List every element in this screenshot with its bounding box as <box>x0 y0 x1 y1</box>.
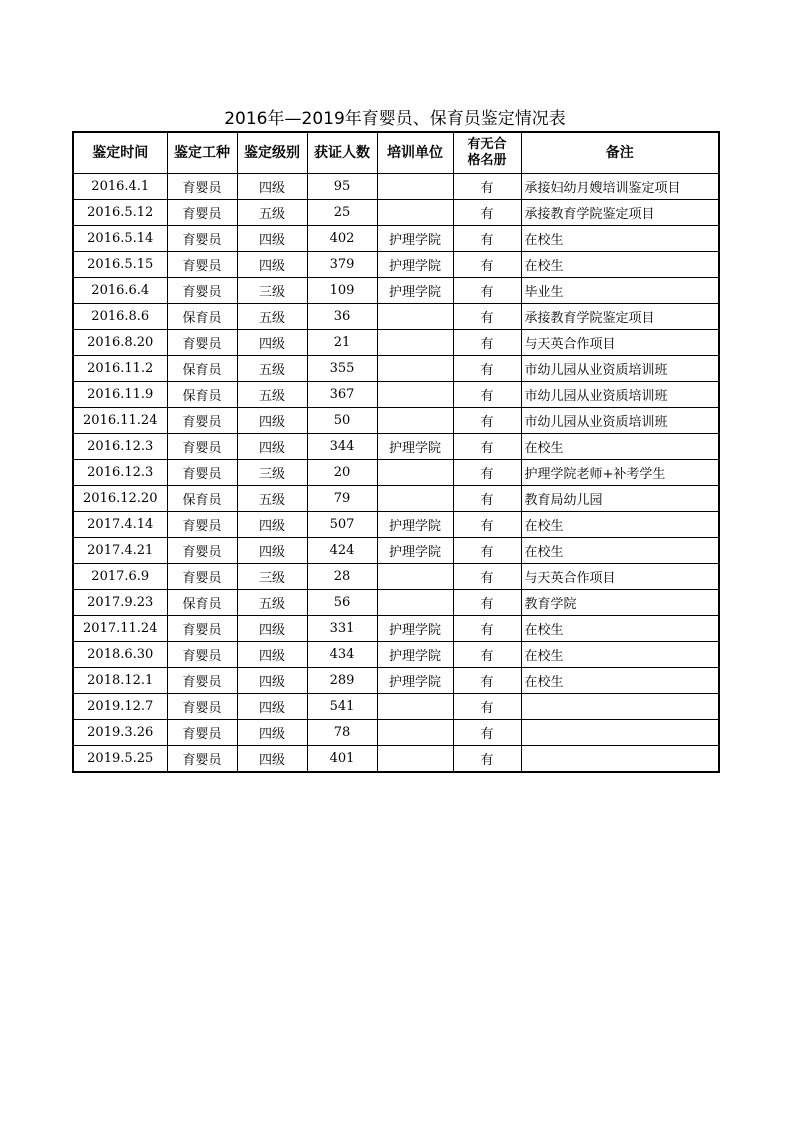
cell-count: 109 <box>307 278 377 304</box>
cell-type: 育婴员 <box>167 668 237 694</box>
cell-type: 育婴员 <box>167 512 237 538</box>
header-count: 获证人数 <box>307 132 377 174</box>
cell-roster: 有 <box>453 642 521 668</box>
cell-roster: 有 <box>453 434 521 460</box>
cell-note: 教育局幼儿园 <box>521 486 719 512</box>
cell-date: 2017.4.21 <box>73 538 167 564</box>
cell-date: 2016.8.6 <box>73 304 167 330</box>
cell-note: 承接教育学院鉴定项目 <box>521 304 719 330</box>
cell-type: 育婴员 <box>167 226 237 252</box>
cell-count: 355 <box>307 356 377 382</box>
cell-unit <box>377 720 453 746</box>
cell-type: 保育员 <box>167 382 237 408</box>
table-row <box>73 512 719 538</box>
cell-note: 与天英合作项目 <box>521 564 719 590</box>
cell-count: 95 <box>307 174 377 200</box>
cell-type: 保育员 <box>167 590 237 616</box>
cell-roster: 有 <box>453 278 521 304</box>
appraisal-table <box>72 131 720 773</box>
table-row <box>73 538 719 564</box>
cell-date: 2018.12.1 <box>73 668 167 694</box>
cell-date: 2016.11.2 <box>73 356 167 382</box>
cell-type: 育婴员 <box>167 538 237 564</box>
cell-date: 2016.6.4 <box>73 278 167 304</box>
cell-type: 育婴员 <box>167 408 237 434</box>
cell-type: 育婴员 <box>167 174 237 200</box>
cell-note <box>521 694 719 720</box>
table-row <box>73 590 719 616</box>
cell-type: 育婴员 <box>167 616 237 642</box>
cell-unit <box>377 304 453 330</box>
cell-level: 五级 <box>237 382 307 408</box>
cell-count: 424 <box>307 538 377 564</box>
table-row <box>73 720 719 746</box>
table-row <box>73 668 719 694</box>
cell-date: 2019.12.7 <box>73 694 167 720</box>
cell-date: 2016.12.3 <box>73 460 167 486</box>
cell-date: 2017.6.9 <box>73 564 167 590</box>
cell-level: 五级 <box>237 200 307 226</box>
cell-roster: 有 <box>453 460 521 486</box>
table-row <box>73 200 719 226</box>
cell-unit <box>377 564 453 590</box>
cell-level: 五级 <box>237 304 307 330</box>
cell-unit: 护理学院 <box>377 278 453 304</box>
cell-count: 50 <box>307 408 377 434</box>
cell-date: 2016.5.15 <box>73 252 167 278</box>
cell-unit <box>377 408 453 434</box>
cell-roster: 有 <box>453 720 521 746</box>
cell-type: 育婴员 <box>167 434 237 460</box>
cell-count: 28 <box>307 564 377 590</box>
cell-level: 五级 <box>237 590 307 616</box>
cell-roster: 有 <box>453 538 521 564</box>
cell-roster: 有 <box>453 330 521 356</box>
cell-roster: 有 <box>453 200 521 226</box>
table-row <box>73 278 719 304</box>
cell-level: 五级 <box>237 486 307 512</box>
header-unit: 培训单位 <box>377 132 453 174</box>
cell-date: 2017.9.23 <box>73 590 167 616</box>
cell-date: 2019.3.26 <box>73 720 167 746</box>
cell-count: 36 <box>307 304 377 330</box>
header-date: 鉴定时间 <box>73 132 167 174</box>
cell-note: 在校生 <box>521 434 719 460</box>
table-row <box>73 304 719 330</box>
cell-level: 四级 <box>237 616 307 642</box>
cell-note: 在校生 <box>521 668 719 694</box>
cell-roster: 有 <box>453 174 521 200</box>
header-roster-line1: 有无合 <box>467 137 507 152</box>
cell-note: 承接教育学院鉴定项目 <box>521 200 719 226</box>
cell-count: 344 <box>307 434 377 460</box>
cell-note: 市幼儿园从业资质培训班 <box>521 356 719 382</box>
cell-count: 379 <box>307 252 377 278</box>
table-row <box>73 486 719 512</box>
cell-note: 与天英合作项目 <box>521 330 719 356</box>
cell-unit <box>377 330 453 356</box>
cell-type: 育婴员 <box>167 200 237 226</box>
cell-unit: 护理学院 <box>377 434 453 460</box>
cell-level: 四级 <box>237 746 307 773</box>
cell-level: 四级 <box>237 174 307 200</box>
cell-note: 在校生 <box>521 226 719 252</box>
cell-date: 2016.5.12 <box>73 200 167 226</box>
cell-type: 保育员 <box>167 356 237 382</box>
cell-type: 育婴员 <box>167 642 237 668</box>
cell-roster: 有 <box>453 746 521 773</box>
header-roster-line2: 格名册 <box>467 153 507 168</box>
cell-note: 护理学院老师+补考学生 <box>521 460 719 486</box>
cell-date: 2016.5.14 <box>73 226 167 252</box>
cell-date: 2016.4.1 <box>73 174 167 200</box>
cell-count: 331 <box>307 616 377 642</box>
cell-level: 四级 <box>237 226 307 252</box>
cell-level: 四级 <box>237 720 307 746</box>
cell-unit: 护理学院 <box>377 226 453 252</box>
table-row <box>73 174 719 200</box>
cell-type: 育婴员 <box>167 694 237 720</box>
cell-level: 四级 <box>237 512 307 538</box>
cell-unit <box>377 356 453 382</box>
cell-roster: 有 <box>453 694 521 720</box>
cell-date: 2016.8.20 <box>73 330 167 356</box>
cell-count: 78 <box>307 720 377 746</box>
cell-level: 四级 <box>237 668 307 694</box>
cell-type: 育婴员 <box>167 720 237 746</box>
cell-unit: 护理学院 <box>377 252 453 278</box>
table-row <box>73 564 719 590</box>
cell-level: 四级 <box>237 694 307 720</box>
cell-level: 三级 <box>237 460 307 486</box>
cell-level: 四级 <box>237 642 307 668</box>
cell-unit: 护理学院 <box>377 512 453 538</box>
cell-count: 289 <box>307 668 377 694</box>
cell-unit <box>377 694 453 720</box>
cell-note: 在校生 <box>521 616 719 642</box>
table-row <box>73 330 719 356</box>
cell-roster: 有 <box>453 304 521 330</box>
cell-level: 四级 <box>237 408 307 434</box>
cell-unit <box>377 382 453 408</box>
cell-date: 2016.12.20 <box>73 486 167 512</box>
cell-roster: 有 <box>453 668 521 694</box>
cell-unit <box>377 460 453 486</box>
table-row <box>73 616 719 642</box>
cell-date: 2019.5.25 <box>73 746 167 773</box>
cell-note <box>521 746 719 773</box>
table-row <box>73 382 719 408</box>
cell-note: 教育学院 <box>521 590 719 616</box>
header-note: 备注 <box>521 132 719 174</box>
table-body <box>73 174 719 773</box>
cell-note: 市幼儿园从业资质培训班 <box>521 382 719 408</box>
cell-unit: 护理学院 <box>377 538 453 564</box>
cell-count: 21 <box>307 330 377 356</box>
cell-unit: 护理学院 <box>377 616 453 642</box>
cell-type: 育婴员 <box>167 460 237 486</box>
cell-unit <box>377 590 453 616</box>
cell-note: 在校生 <box>521 642 719 668</box>
cell-roster: 有 <box>453 564 521 590</box>
cell-roster: 有 <box>453 226 521 252</box>
table-row <box>73 642 719 668</box>
cell-note <box>521 720 719 746</box>
cell-roster: 有 <box>453 382 521 408</box>
table-row <box>73 694 719 720</box>
cell-roster: 有 <box>453 512 521 538</box>
cell-type: 育婴员 <box>167 278 237 304</box>
cell-count: 367 <box>307 382 377 408</box>
cell-type: 育婴员 <box>167 746 237 773</box>
table-row <box>73 356 719 382</box>
cell-count: 507 <box>307 512 377 538</box>
cell-unit <box>377 486 453 512</box>
cell-unit: 护理学院 <box>377 668 453 694</box>
header-type: 鉴定工种 <box>167 132 237 174</box>
cell-count: 25 <box>307 200 377 226</box>
cell-date: 2016.11.9 <box>73 382 167 408</box>
cell-date: 2017.11.24 <box>73 616 167 642</box>
cell-date: 2016.12.3 <box>73 434 167 460</box>
cell-count: 401 <box>307 746 377 773</box>
cell-count: 402 <box>307 226 377 252</box>
cell-note: 在校生 <box>521 512 719 538</box>
cell-level: 四级 <box>237 538 307 564</box>
cell-note: 毕业生 <box>521 278 719 304</box>
cell-roster: 有 <box>453 252 521 278</box>
cell-count: 79 <box>307 486 377 512</box>
cell-type: 保育员 <box>167 304 237 330</box>
cell-type: 育婴员 <box>167 564 237 590</box>
cell-note: 在校生 <box>521 252 719 278</box>
cell-roster: 有 <box>453 486 521 512</box>
cell-level: 四级 <box>237 330 307 356</box>
cell-level: 四级 <box>237 434 307 460</box>
cell-unit: 护理学院 <box>377 642 453 668</box>
table-row <box>73 252 719 278</box>
cell-level: 三级 <box>237 564 307 590</box>
header-level: 鉴定级别 <box>237 132 307 174</box>
cell-count: 20 <box>307 460 377 486</box>
cell-type: 保育员 <box>167 486 237 512</box>
cell-note: 市幼儿园从业资质培训班 <box>521 408 719 434</box>
cell-level: 三级 <box>237 278 307 304</box>
table-row <box>73 226 719 252</box>
cell-roster: 有 <box>453 408 521 434</box>
cell-count: 541 <box>307 694 377 720</box>
cell-unit <box>377 174 453 200</box>
cell-level: 五级 <box>237 356 307 382</box>
cell-unit <box>377 746 453 773</box>
table-row <box>73 434 719 460</box>
cell-type: 育婴员 <box>167 330 237 356</box>
cell-note: 在校生 <box>521 538 719 564</box>
header-roster <box>453 132 521 174</box>
header-row <box>73 132 719 174</box>
cell-count: 434 <box>307 642 377 668</box>
table-row <box>73 408 719 434</box>
cell-roster: 有 <box>453 590 521 616</box>
cell-note: 承接妇幼月嫂培训鉴定项目 <box>521 174 719 200</box>
table-row <box>73 746 719 773</box>
cell-date: 2016.11.24 <box>73 408 167 434</box>
cell-date: 2018.6.30 <box>73 642 167 668</box>
cell-unit <box>377 200 453 226</box>
cell-date: 2017.4.14 <box>73 512 167 538</box>
table-row <box>73 460 719 486</box>
cell-level: 四级 <box>237 252 307 278</box>
page-title: 2016年—2019年育婴员、保育员鉴定情况表 <box>224 109 566 129</box>
cell-type: 育婴员 <box>167 252 237 278</box>
cell-count: 56 <box>307 590 377 616</box>
cell-roster: 有 <box>453 356 521 382</box>
cell-roster: 有 <box>453 616 521 642</box>
